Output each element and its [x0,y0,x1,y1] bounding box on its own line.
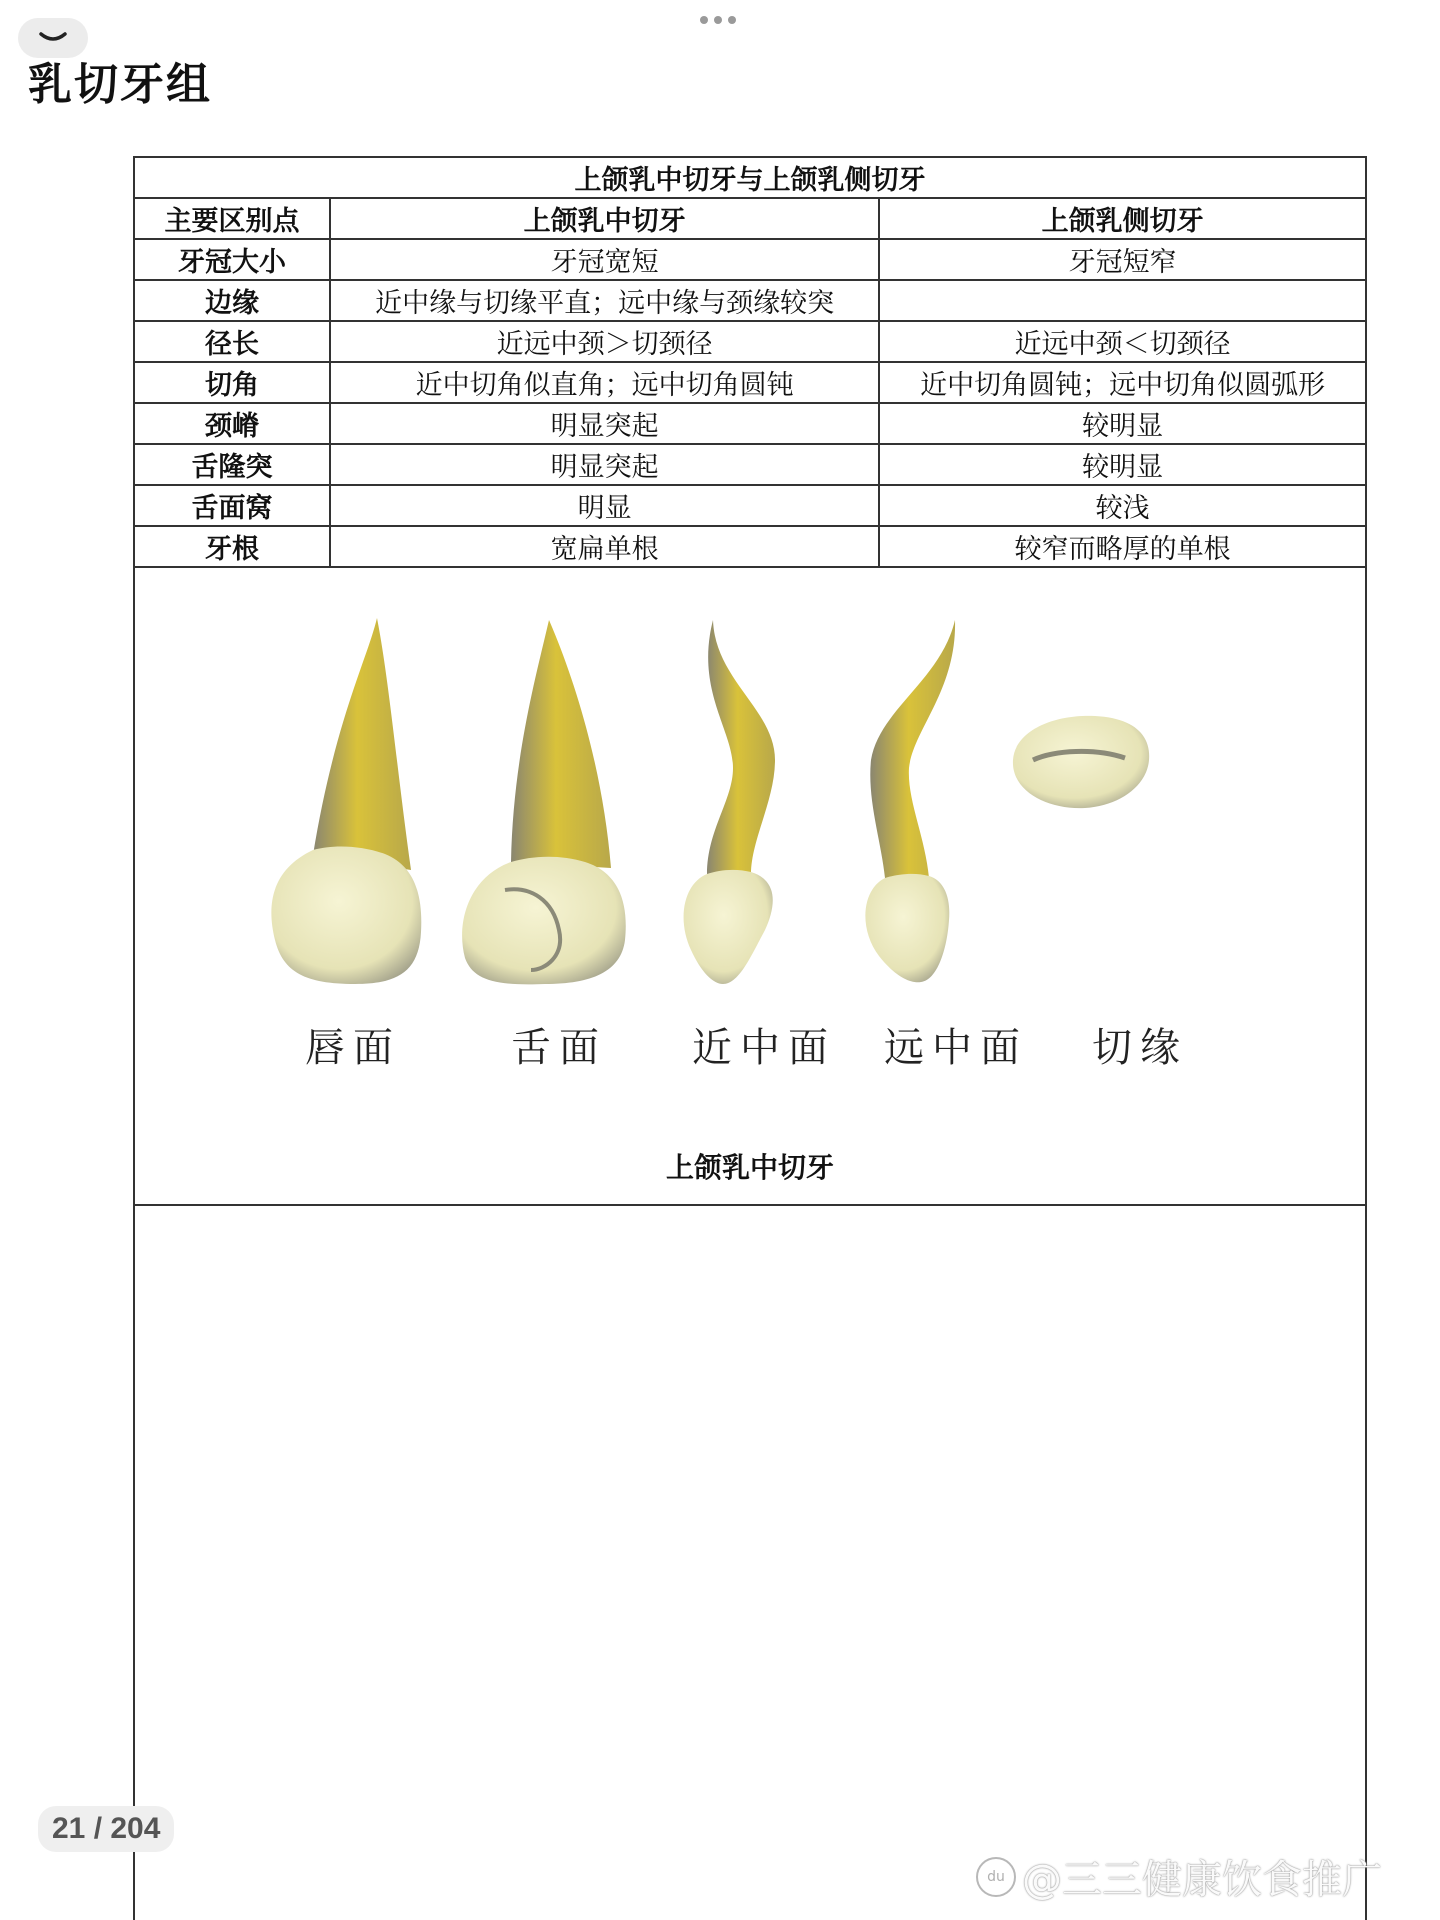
table-row [134,444,1366,485]
row-point: 切角 [134,362,330,403]
paw-logo-icon: du [976,1857,1016,1897]
table-row [134,280,1366,321]
table-row [134,321,1366,362]
lateral-value: 近远中颈＜切颈径 [879,321,1366,362]
central-value: 明显突起 [330,444,879,485]
page-title: 乳切牙组 [28,59,212,110]
comparison-table [133,156,1367,568]
lateral-value [879,280,1366,321]
view-label-distal: 远中面 [884,1025,1028,1071]
table-header-row [134,198,1366,239]
central-value: 宽扁单根 [330,526,879,567]
more-options-icon[interactable] [700,16,736,24]
column-header: 上颌乳中切牙 [330,198,879,239]
lateral-value: 较明显 [879,403,1366,444]
central-value: 牙冠宽短 [330,239,879,280]
column-header: 上颌乳侧切牙 [879,198,1366,239]
tooth-illustration [135,600,1369,1206]
chevron-down-icon [38,30,68,46]
lateral-value: 牙冠短窄 [879,239,1366,280]
tooth-lingual-view [462,620,626,984]
central-value: 近中缘与切缘平直；远中缘与颈缘较突 [330,280,879,321]
column-header: 主要区别点 [134,198,330,239]
central-value: 近远中颈＞切颈径 [330,321,879,362]
tooth-incisal-view [1013,716,1149,808]
row-point: 舌隆突 [134,444,330,485]
table-caption: 上颌乳中切牙与上颌乳侧切牙 [134,157,1366,198]
row-point: 舌面窝 [134,485,330,526]
central-value: 近中切角似直角；远中切角圆钝 [330,362,879,403]
watermark-text: @三三健康饮食推广 [1022,1857,1382,1903]
table-row [134,485,1366,526]
central-value: 明显 [330,485,879,526]
table-row [134,403,1366,444]
view-label-labial: 唇面 [305,1025,401,1071]
row-point: 径长 [134,321,330,362]
table-row [134,362,1366,403]
table-row [134,239,1366,280]
lateral-value: 近中切角圆钝；远中切角似圆弧形 [879,362,1366,403]
figure-caption: 上颌乳中切牙 [665,1151,834,1184]
view-label-incisal: 切缘 [1092,1025,1188,1071]
lateral-value: 较明显 [879,444,1366,485]
lateral-value: 较浅 [879,485,1366,526]
central-value: 明显突起 [330,403,879,444]
tooth-distal-view [865,620,955,982]
tooth-mesial-view [684,620,775,984]
row-point: 牙根 [134,526,330,567]
tooth-labial-view [271,618,421,984]
watermark [976,1848,1382,1905]
row-point: 边缘 [134,280,330,321]
view-label-mesial: 近中面 [692,1025,836,1071]
lateral-value: 较窄而略厚的单根 [879,526,1366,567]
page-counter: 21 / 204 [38,1806,174,1852]
table-row [134,526,1366,567]
row-point: 颈嵴 [134,403,330,444]
table-caption-row [134,157,1366,198]
tooth-figure [133,600,1367,1206]
row-point: 牙冠大小 [134,239,330,280]
view-label-lingual: 舌面 [511,1025,607,1071]
